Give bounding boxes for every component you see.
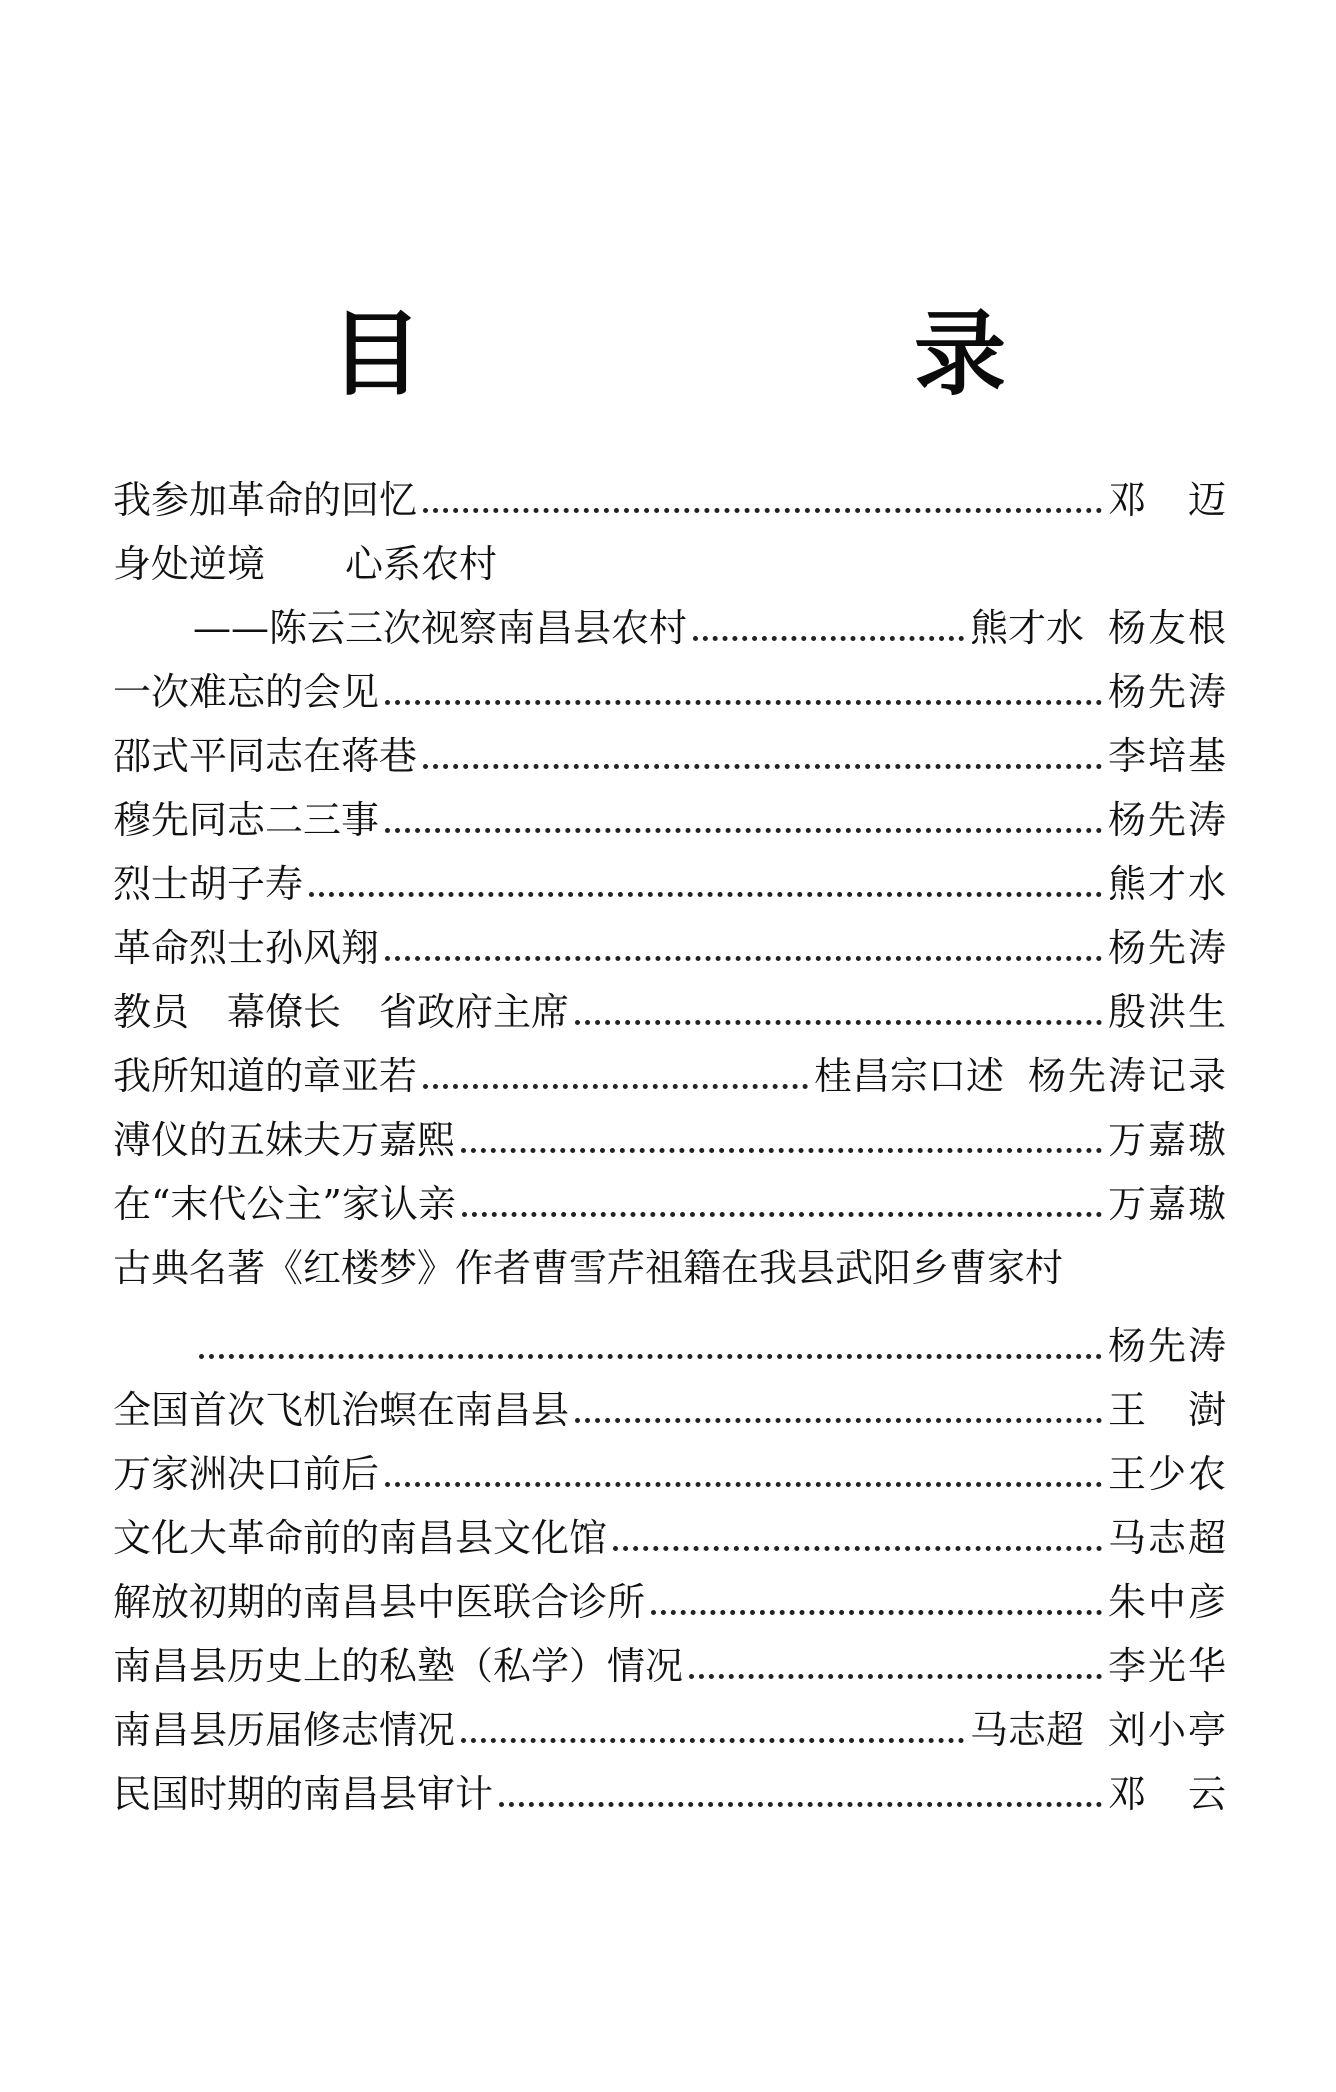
toc-entry — [113, 532, 1228, 596]
page-title: 目 录 — [329, 301, 1206, 408]
toc-entry — [113, 916, 1228, 980]
toc-leader-dots — [385, 788, 1102, 852]
toc-entry-author: 马志超 — [969, 1708, 1084, 1752]
toc-leader-dots — [385, 916, 1102, 980]
toc-leader-dots — [462, 1172, 1102, 1236]
toc-leader-dots — [461, 1108, 1102, 1172]
toc-entry-title: 文化大革命前的南昌县文化馆 — [113, 1516, 608, 1560]
toc-entry-author: 邓 云 — [1107, 1772, 1228, 1816]
toc-entry — [113, 1236, 1228, 1300]
toc-leader-dots — [689, 1634, 1102, 1698]
toc-leader-dots — [423, 1044, 808, 1108]
toc-leader-dots — [651, 1570, 1102, 1634]
toc-leader-dots — [575, 1378, 1102, 1442]
toc-entry-title: 南昌县历史上的私塾（私学）情况 — [113, 1644, 684, 1688]
toc-entry — [113, 1634, 1228, 1698]
toc-entry-author: 杨先涛 — [1107, 798, 1228, 842]
toc-entry-title: 万家洲决口前后 — [113, 1452, 380, 1496]
toc-entry-title: 我参加革命的回忆 — [113, 478, 418, 522]
toc-entry-author: 万嘉璈 — [1107, 1182, 1228, 1226]
toc-entry — [113, 596, 1228, 660]
toc-entry-title: 邵式平同志在蒋巷 — [113, 734, 418, 778]
toc-entry-title: 一次难忘的会见 — [113, 670, 380, 714]
toc-entry — [113, 1044, 1228, 1108]
toc-entry-author: 熊才水 — [1107, 862, 1228, 906]
toc-entry-author: 万嘉璈 — [1107, 1118, 1228, 1162]
toc-entry-title: 教员 幕僚长 省政府主席 — [113, 990, 570, 1034]
toc-entry-title: 溥仪的五妹夫万嘉熙 — [113, 1118, 456, 1162]
toc-entry-author: 杨先涛 — [1107, 1324, 1228, 1368]
toc-entry-title: 在“末代公主”家认亲 — [113, 1182, 456, 1226]
toc-leader-dots — [613, 1506, 1102, 1570]
toc-entry — [113, 1378, 1228, 1442]
toc-entry — [113, 1570, 1228, 1634]
toc-entry-title: 身处逆境 — [113, 542, 266, 586]
toc-entry-title: 民国时期的南昌县审计 — [113, 1772, 494, 1816]
toc-leader-dots — [199, 1314, 1102, 1378]
toc-entry-subtitle: ——陈云三次视察南昌县农村 — [193, 606, 688, 650]
table-of-contents — [113, 468, 1228, 1826]
toc-entry-title: 我所知道的章亚若 — [113, 1054, 418, 1098]
toc-entry — [113, 1108, 1228, 1172]
toc-entry — [113, 1506, 1228, 1570]
toc-leader-dots — [575, 980, 1102, 1044]
toc-entry-author: 殷洪生 — [1107, 990, 1228, 1034]
toc-entry — [113, 468, 1228, 532]
toc-entry-author-2: 杨友根 — [1107, 606, 1228, 650]
toc-leader-dots — [385, 1442, 1102, 1506]
toc-entry-author: 熊才水 — [969, 606, 1084, 650]
toc-entry-title: 南昌县历届修志情况 — [113, 1708, 456, 1752]
toc-entry-title: 烈士胡子寿 — [113, 862, 304, 906]
toc-entry-continuation — [113, 1314, 1228, 1378]
toc-leader-dots — [693, 596, 964, 660]
toc-entry — [113, 1698, 1228, 1762]
toc-entry-author: 李培基 — [1107, 734, 1228, 778]
toc-leader-dots — [461, 1698, 964, 1762]
toc-entry-author-2: 杨先涛记录 — [1027, 1054, 1228, 1098]
toc-entry — [113, 1172, 1228, 1236]
toc-leader-dots — [309, 852, 1102, 916]
toc-entry-author: 朱中彦 — [1107, 1580, 1228, 1624]
toc-entry-author: 杨先涛 — [1107, 670, 1228, 714]
toc-entry-title: 穆先同志二三事 — [113, 798, 380, 842]
toc-entry — [113, 788, 1228, 852]
toc-entry-title: 全国首次飞机治螟在南昌县 — [113, 1388, 570, 1432]
toc-entry — [113, 724, 1228, 788]
toc-entry — [113, 1442, 1228, 1506]
toc-leader-dots — [385, 660, 1102, 724]
toc-entry-author: 王少农 — [1107, 1452, 1228, 1496]
toc-entry-author: 王 澍 — [1107, 1388, 1228, 1432]
toc-entry-author: 邓 迈 — [1107, 478, 1228, 522]
toc-entry-title: 革命烈士孙风翔 — [113, 926, 380, 970]
toc-entry-title: 古典名著《红楼梦》作者曹雪芹祖籍在我县武阳乡曹家村 — [113, 1246, 1064, 1290]
toc-entry-author: 马志超 — [1107, 1516, 1228, 1560]
toc-entry-author: 李光华 — [1107, 1644, 1228, 1688]
toc-leader-dots — [423, 468, 1102, 532]
toc-entry — [113, 660, 1228, 724]
toc-entry — [113, 1762, 1228, 1826]
toc-leader-dots — [499, 1762, 1102, 1826]
toc-entry-title-part2: 心系农村 — [345, 542, 498, 586]
toc-entry-author: 杨先涛 — [1107, 926, 1228, 970]
toc-entry-title: 解放初期的南昌县中医联合诊所 — [113, 1580, 646, 1624]
toc-entry — [113, 980, 1228, 1044]
toc-entry-author-2: 刘小亭 — [1107, 1708, 1228, 1752]
toc-entry — [113, 852, 1228, 916]
toc-leader-dots — [423, 724, 1102, 788]
toc-entry-author: 桂昌宗口述 — [813, 1054, 1004, 1098]
